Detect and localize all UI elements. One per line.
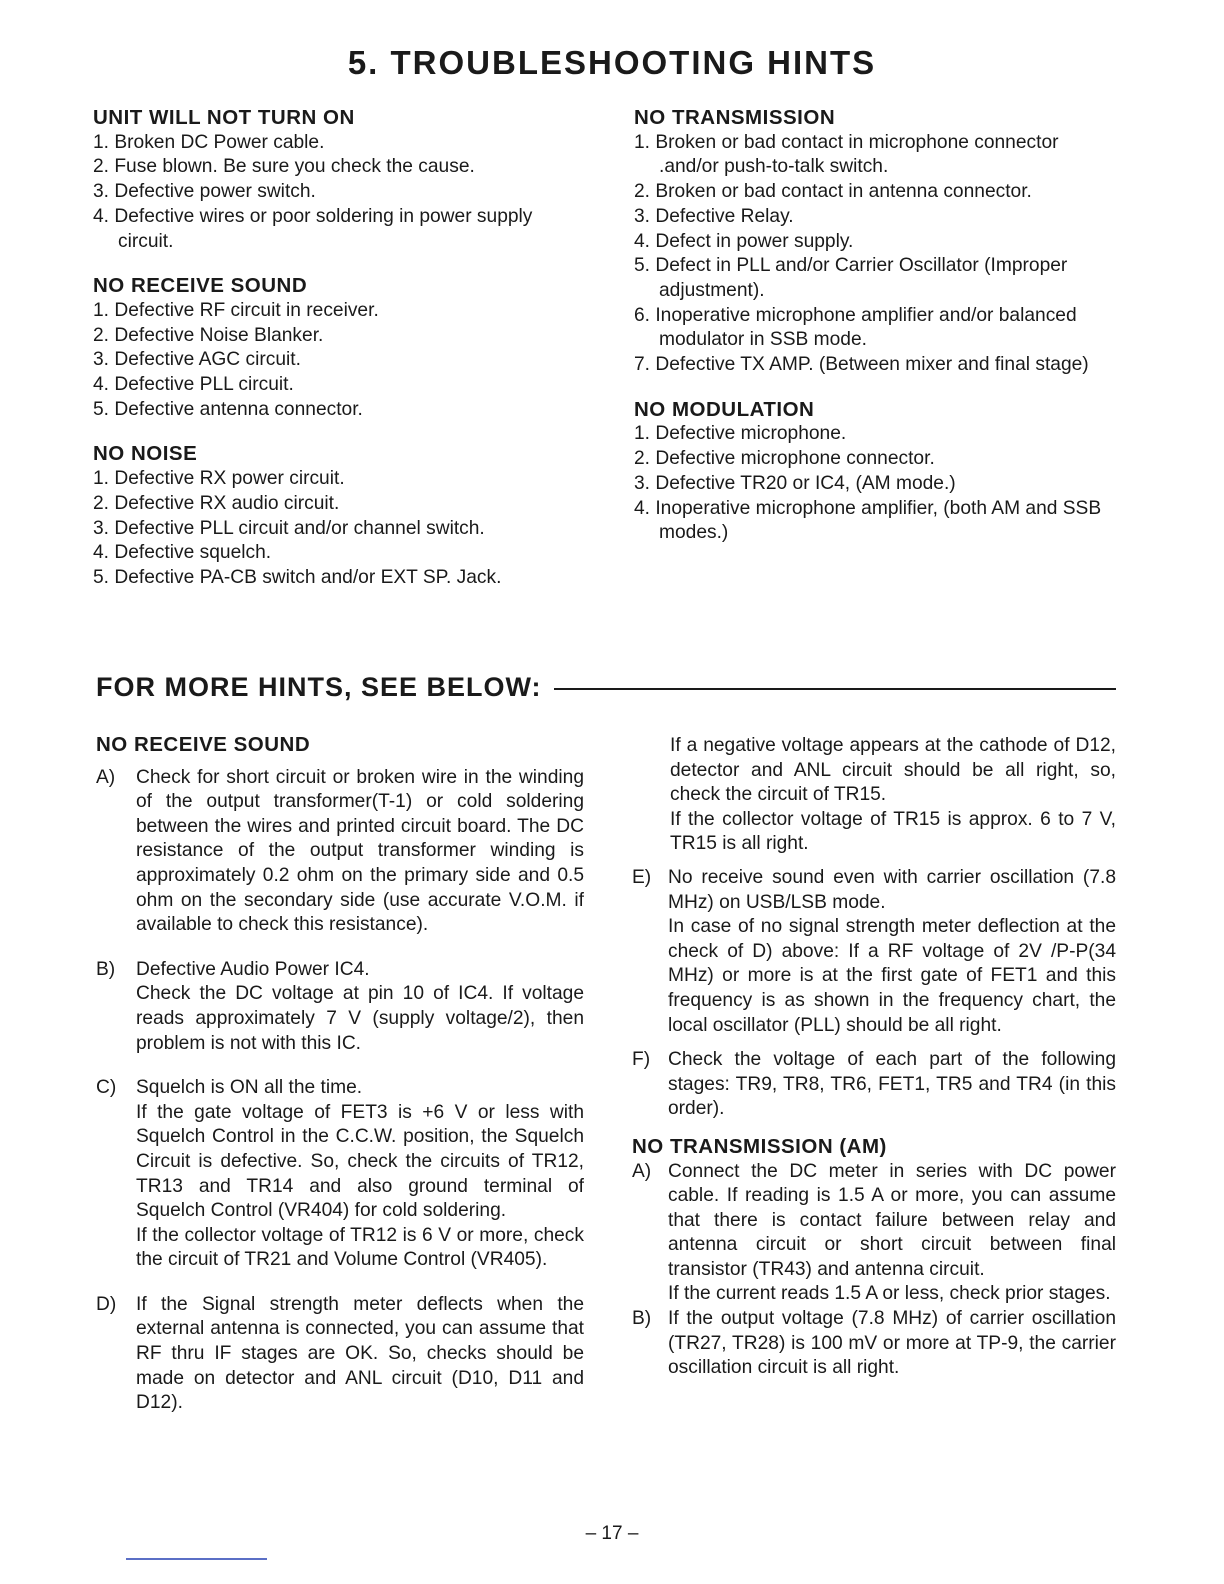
list-item	[632, 1048, 1116, 1122]
list-item: 2. Fuse blown. Be sure you check the cause.	[93, 156, 475, 178]
bottom-right-column	[632, 734, 1116, 1381]
numbered-list	[93, 467, 583, 591]
item-paragraph: If the current reads 1.5 A or less, check prior stages.	[668, 1283, 1111, 1305]
list-item: 4. Defective wires or poor soldering in power supply circuit.	[93, 205, 533, 252]
list-item	[96, 766, 584, 938]
item-paragraph: Squelch is ON all the time.	[136, 1077, 363, 1099]
item-paragraph: If the collector voltage of TR12 is 6 V or more, check the circuit of TR21 and Volume Control (VR405).	[136, 1224, 584, 1271]
list-item: 4. Defective squelch.	[93, 542, 272, 564]
item-paragraph: Check the voltage of each part of the following stages: TR9, TR8, TR6, FET1, TR5 and TR4 (in this order).	[668, 1049, 1116, 1120]
list-item: 2. Defective microphone connector.	[634, 448, 935, 470]
list-item: 4. Defect in power supply.	[634, 230, 854, 252]
numbered-list	[634, 422, 1118, 546]
list-item	[632, 1307, 1116, 1381]
item-letter: A)	[632, 1160, 652, 1182]
section-heading: NO RECEIVE SOUND	[93, 274, 308, 298]
page-number: – 17 –	[585, 1523, 639, 1544]
item-letter: F)	[632, 1049, 651, 1071]
item-paragraph: If the output voltage (7.8 MHz) of carrier oscillation (TR27, TR28) is 100 mV or more at TP-9, the carrier oscillation circuit is all right.	[668, 1308, 1116, 1379]
list-item	[632, 1160, 1116, 1308]
item-letter: C)	[96, 1077, 117, 1099]
lettered-list	[632, 1160, 1116, 1381]
item-letter: B)	[632, 1308, 652, 1330]
item-letter: E)	[632, 866, 652, 888]
item-paragraph: If the gate voltage of FET3 is +6 V or less with Squelch Control in the C.C.W. position, the Squelch Circuit is defective. So, check the circuits of TR12, TR13 and TR14 and also ground terminal of Squelch Control (VR404) for cold soldering.	[136, 1101, 584, 1222]
item-letter: A)	[96, 766, 116, 788]
section-heading: UNIT WILL NOT TURN ON	[93, 106, 355, 129]
section-heading: NO TRANSMISSION (AM)	[632, 1134, 887, 1158]
list-item: 3. Defective AGC circuit.	[93, 349, 301, 371]
item-paragraph: If the Signal strength meter deflects when the external antenna is connected, you can assume that RF thru IF stages are OK. So, checks should be made on detector and ANL circuit (D10, D11 and D12).	[136, 1293, 584, 1414]
list-item: 3. Defective TR20 or IC4, (AM mode.)	[634, 472, 956, 494]
footer-rule	[126, 1558, 267, 1560]
lettered-list	[96, 766, 584, 1416]
section-heading: NO RECEIVE SOUND	[96, 733, 311, 756]
list-item: 4. Defective PLL circuit.	[93, 374, 294, 396]
list-item	[632, 866, 1116, 1038]
item-paragraph: In case of no signal strength meter deflection at the check of D) above: If a RF voltage of 2V /P-P(34 MHz) or more is at the first gate of FET1 and this frequency is as shown in the frequency chart, the local oscillator (PLL) should be all right.	[668, 916, 1116, 1036]
top-right-column	[634, 106, 1118, 546]
list-item: 6. Inoperative microphone amplifier and/or balanced modulator in SSB mode.	[634, 304, 1077, 351]
continued-text	[632, 734, 1116, 857]
item-letter: B)	[96, 958, 116, 980]
list-item: 3. Defective PLL circuit and/or channel switch.	[93, 517, 485, 539]
list-item	[96, 1293, 584, 1416]
bottom-left-column	[96, 733, 584, 1416]
item-paragraph: If a negative voltage appears at the cathode of D12, detector and ANL circuit should be all right, so, check the circuit of TR15.	[670, 735, 1116, 806]
item-paragraph: Connect the DC meter in series with DC power cable. If reading is 1.5 A or more, you can assume that there is contact failure between relay and antenna circuit or short circuit between final transistor (TR43) and antenna circuit.	[668, 1160, 1116, 1280]
item-paragraph: Check for short circuit or broken wire in the winding of the output transformer(T-1) or cold soldering between the wires and printed circuit board. The DC resistance of the output transformer winding is approximately 0.2 ohm on the primary side and 0.5 ohm on the secondary side (use accurate V.O.M. if available to check this resistance).	[136, 766, 584, 936]
item-paragraph: If the collector voltage of TR15 is approx. 6 to 7 V, TR15 is all right.	[670, 808, 1116, 855]
list-item: 3. Defective Relay.	[634, 205, 794, 227]
lettered-list	[632, 866, 1116, 1122]
more-hints-heading: FOR MORE HINTS, SEE BELOW:	[96, 671, 542, 702]
list-item: 2. Defective Noise Blanker.	[93, 324, 324, 346]
list-item: 1. Broken DC Power cable.	[93, 131, 325, 153]
section-heading: NO TRANSMISSION	[634, 106, 836, 129]
section-heading: NO MODULATION	[634, 397, 815, 421]
list-item: 2. Broken or bad contact in antenna connector.	[634, 181, 1032, 203]
list-item: 1. Broken or bad contact in microphone connector .and/or push-to-talk switch.	[634, 131, 1059, 178]
list-item: 3. Defective power switch.	[93, 181, 316, 203]
item-paragraph: Defective Audio Power IC4.	[136, 958, 370, 980]
top-left-column	[93, 106, 583, 591]
list-item: 1. Defective RX power circuit.	[93, 468, 345, 490]
list-item: 1. Defective microphone.	[634, 423, 847, 445]
list-item	[96, 958, 584, 1056]
more-hints-banner	[96, 667, 1116, 707]
section-heading: NO NOISE	[93, 442, 198, 466]
item-letter: D)	[96, 1293, 117, 1315]
page-title: 5. TROUBLESHOOTING HINTS	[347, 44, 877, 81]
list-item: 7. Defective TX AMP. (Between mixer and final stage)	[634, 354, 1089, 376]
list-item	[96, 1076, 584, 1273]
item-paragraph: Check the DC voltage at pin 10 of IC4. If voltage reads approximately 7 V (supply voltage/2), then problem is not with this IC.	[136, 983, 584, 1054]
list-item: 1. Defective RF circuit in receiver.	[93, 299, 379, 321]
numbered-list	[634, 131, 1118, 378]
list-item: 4. Inoperative microphone amplifier, (both AM and SSB modes.)	[634, 497, 1102, 544]
numbered-list	[93, 299, 583, 423]
list-item: 5. Defect in PLL and/or Carrier Oscillator (Improper adjustment).	[634, 255, 1068, 301]
numbered-list	[93, 131, 583, 255]
list-item: 2. Defective RX audio circuit.	[93, 492, 340, 514]
item-paragraph: No receive sound even with carrier oscillation (7.8 MHz) on USB/LSB mode.	[668, 866, 1116, 913]
horizontal-rule	[554, 688, 1116, 690]
list-item: 5. Defective antenna connector.	[93, 398, 363, 420]
list-item: 5. Defective PA-CB switch and/or EXT SP. Jack.	[93, 566, 502, 588]
